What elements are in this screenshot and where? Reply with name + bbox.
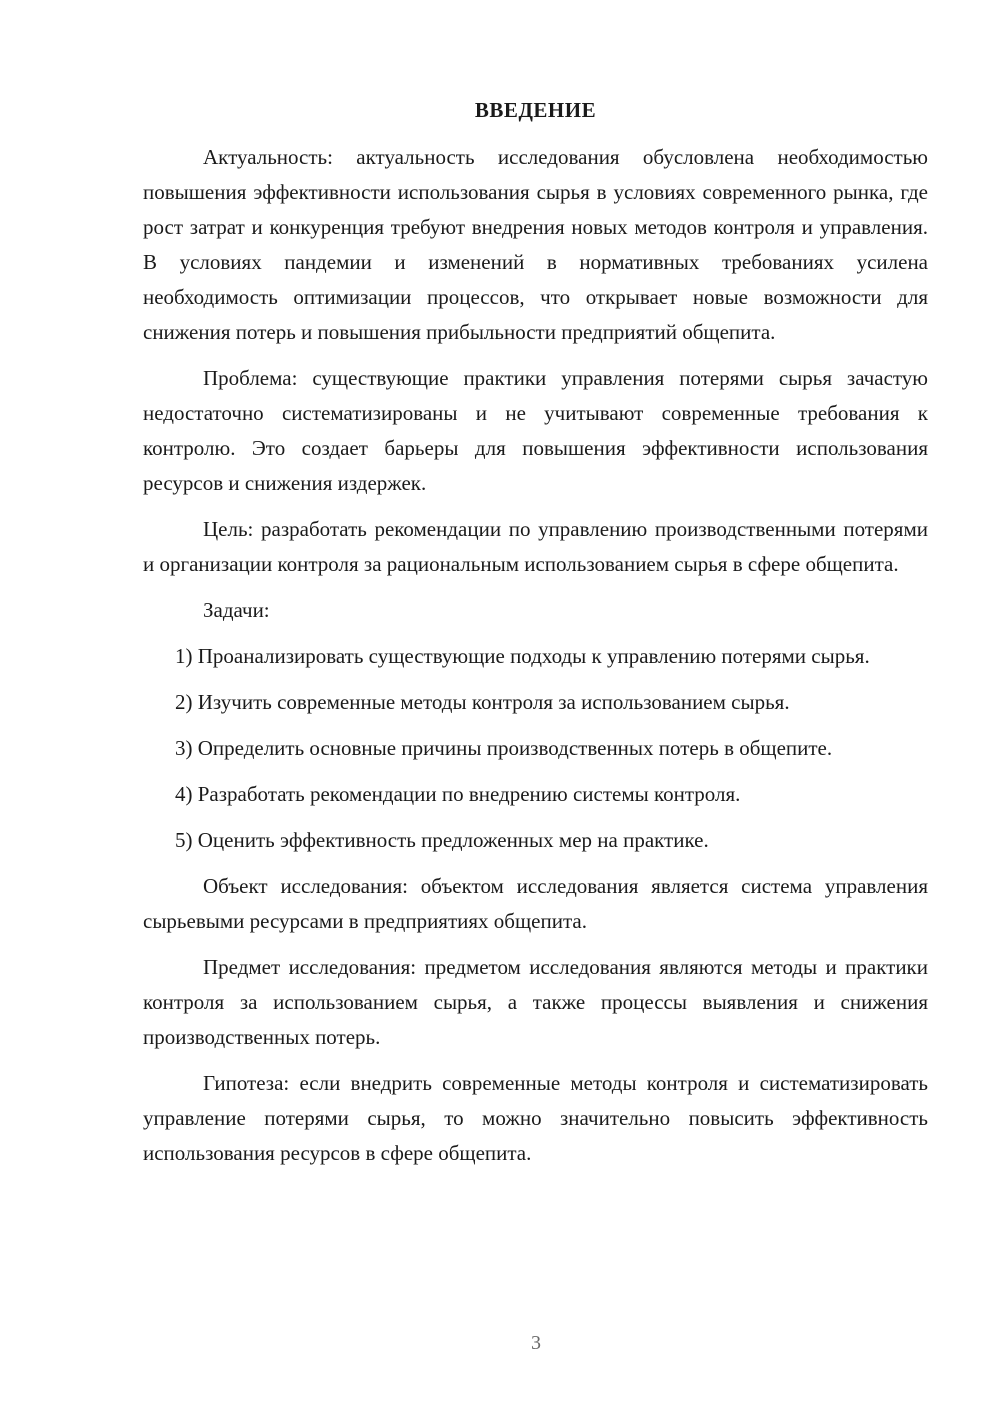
problem-paragraph: Проблема: существующие практики управления потерями сырья зачастую недостаточно систематизированы и не учитывают современные требования к контролю. Это создает барьеры для повышения эффективности использования ресурсов и снижения издержек.	[143, 366, 928, 495]
goal-paragraph: Цель: разработать рекомендации по управлению производственными потерями и организации контроля за рациональным использованием сырья в сфере общепита.	[143, 517, 928, 576]
subject-paragraph: Предмет исследования: предметом исследования являются методы и практики контроля за использованием сырья, а также процессы выявления и снижения производственных потерь.	[143, 955, 928, 1049]
task-item: 1) Проанализировать существующие подходы к управлению потерями сырья.	[175, 644, 870, 668]
relevance-paragraph: Актуальность: актуальность исследования обусловлена необходимостью повышения эффективности использования сырья в условиях современного рынка, где рост затрат и конкуренция требуют внедрения новых методов контроля и управления. В условиях пандемии и изменений в нормативных требованиях усилена необходимость оптимизации процессов, что открывает новые возможности для снижения потерь и повышения прибыльности предприятий общепита.	[143, 145, 928, 344]
tasks-heading: Задачи:	[203, 598, 270, 622]
page-title: ВВЕДЕНИЕ	[474, 98, 597, 122]
page-number: 3	[531, 1332, 541, 1354]
hypothesis-paragraph: Гипотеза: если внедрить современные методы контроля и систематизировать управление потерями сырья, то можно значительно повысить эффективность использования ресурсов в сфере общепита.	[143, 1071, 928, 1165]
task-item: 3) Определить основные причины производственных потерь в общепите.	[175, 736, 833, 760]
task-item: 4) Разработать рекомендации по внедрению системы контроля.	[175, 782, 741, 806]
object-paragraph: Объект исследования: объектом исследования является система управления сырьевыми ресурсами в предприятиях общепита.	[143, 874, 928, 933]
document-page	[143, 94, 928, 1182]
task-item: 5) Оценить эффективность предложенных мер на практике.	[175, 828, 709, 852]
task-item: 2) Изучить современные методы контроля за использованием сырья.	[175, 690, 790, 714]
